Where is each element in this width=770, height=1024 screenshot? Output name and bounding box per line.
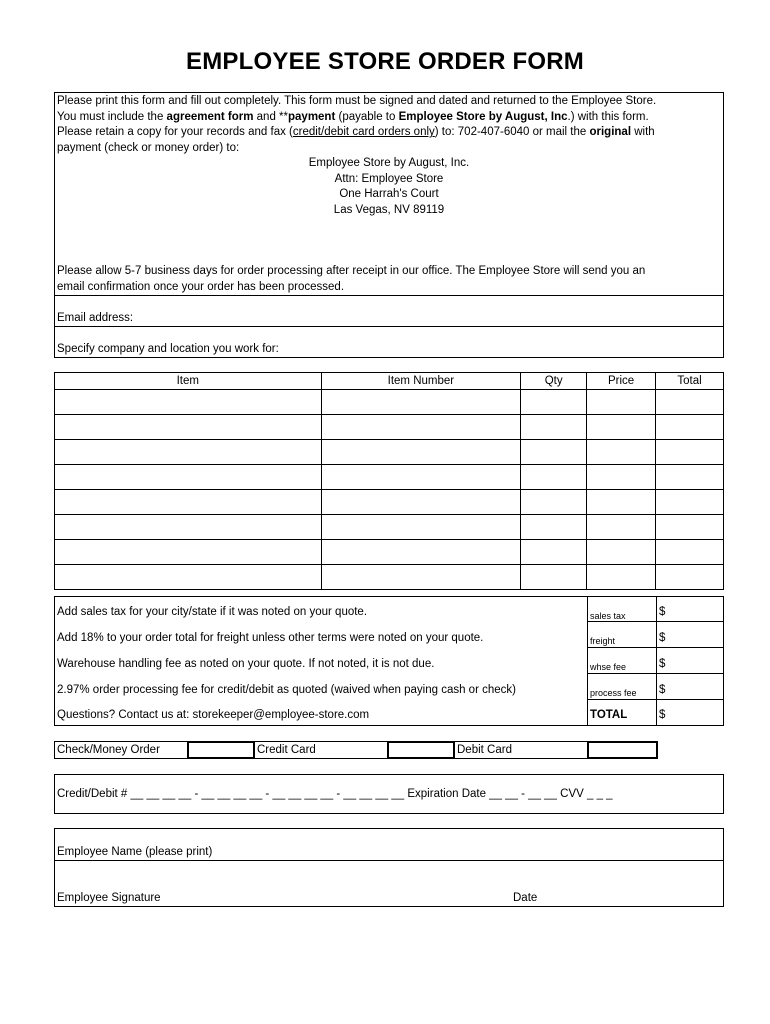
item-number-cell[interactable] — [321, 565, 521, 590]
fee-note-freight: Add 18% to your order total for freight unless other terms were noted on your quote. — [57, 632, 484, 644]
item-number-cell[interactable] — [321, 465, 521, 490]
divider — [656, 596, 657, 726]
company-label: Specify company and location you work for: — [57, 343, 279, 355]
divider — [587, 596, 588, 726]
total-cell[interactable] — [656, 415, 724, 440]
header-price: Price — [587, 373, 656, 390]
header-qty: Qty — [521, 373, 587, 390]
total-cell[interactable] — [656, 440, 724, 465]
freight-amount[interactable]: $ — [659, 632, 666, 644]
table-row — [55, 490, 724, 515]
price-cell[interactable] — [587, 390, 656, 415]
process-fee-label: process fee — [590, 688, 637, 698]
check-money-order-label-box — [54, 741, 188, 759]
credit-card-label-box — [254, 741, 388, 759]
item-number-cell[interactable] — [321, 415, 521, 440]
company-field[interactable] — [54, 326, 724, 358]
card-details-line: Credit/Debit # __ __ __ __ - __ __ __ __ - __ __ __ __ - __ __ __ __ Expiration Date __ __ - __ __ CVV _ _ _ — [57, 788, 613, 800]
instructions-box — [54, 92, 724, 296]
header-item-number: Item Number — [321, 373, 521, 390]
item-number-cell[interactable] — [321, 490, 521, 515]
price-cell[interactable] — [587, 465, 656, 490]
item-cell[interactable] — [55, 540, 322, 565]
credit-card-checkbox[interactable] — [387, 741, 455, 759]
total-cell[interactable] — [656, 490, 724, 515]
employee-name-field[interactable] — [54, 828, 724, 861]
qty-cell[interactable] — [521, 415, 587, 440]
date-label: Date — [513, 892, 538, 904]
table-row — [55, 565, 724, 590]
item-number-cell[interactable] — [321, 440, 521, 465]
price-cell[interactable] — [587, 440, 656, 465]
table-header-row — [55, 373, 724, 390]
table-row — [55, 415, 724, 440]
intro-line-2: You must include the agreement form and **payment (payable to Employee Store by August, Inc.) with this form. — [57, 110, 649, 123]
employee-name-label: Employee Name (please print) — [57, 846, 213, 858]
fee-note-sales-tax: Add sales tax for your city/state if it was noted on your quote. — [57, 606, 368, 618]
item-number-cell[interactable] — [321, 515, 521, 540]
qty-cell[interactable] — [521, 465, 587, 490]
divider — [587, 621, 724, 622]
sales-tax-amount[interactable]: $ — [659, 606, 666, 618]
intro-line-1: Please print this form and fill out completely. This form must be signed and dated and returned to the Employee Store. — [57, 95, 657, 107]
intro-line-4: payment (check or money order) to: — [57, 141, 240, 154]
check-money-order-label: Check/Money Order — [57, 744, 160, 756]
table-row — [55, 390, 724, 415]
total-amount[interactable]: $ — [659, 709, 666, 721]
header-item: Item — [55, 373, 322, 390]
qty-cell[interactable] — [521, 540, 587, 565]
debit-card-label: Debit Card — [457, 744, 512, 756]
price-cell[interactable] — [587, 540, 656, 565]
table-row — [55, 465, 724, 490]
form-title: EMPLOYEE STORE ORDER FORM — [186, 48, 584, 75]
header-total: Total — [656, 373, 724, 390]
price-cell[interactable] — [587, 565, 656, 590]
price-cell[interactable] — [587, 515, 656, 540]
freight-label: freight — [590, 636, 616, 646]
debit-card-checkbox[interactable] — [587, 741, 658, 759]
total-cell[interactable] — [656, 515, 724, 540]
table-row — [55, 515, 724, 540]
total-cell[interactable] — [656, 390, 724, 415]
whse-fee-amount[interactable]: $ — [659, 658, 666, 670]
item-cell[interactable] — [55, 515, 322, 540]
item-cell[interactable] — [55, 490, 322, 515]
signature-field[interactable] — [54, 860, 724, 907]
qty-cell[interactable] — [521, 515, 587, 540]
item-number-cell[interactable] — [321, 540, 521, 565]
item-cell[interactable] — [55, 465, 322, 490]
total-cell[interactable] — [656, 540, 724, 565]
fee-note-warehouse: Warehouse handling fee as noted on your quote. If not noted, it is not due. — [57, 658, 435, 670]
email-field[interactable] — [54, 295, 724, 327]
process-fee-amount[interactable]: $ — [659, 684, 666, 696]
total-cell[interactable] — [656, 465, 724, 490]
debit-card-label-box — [454, 741, 588, 759]
item-cell[interactable] — [55, 415, 322, 440]
credit-card-label: Credit Card — [257, 744, 316, 756]
qty-cell[interactable] — [521, 440, 587, 465]
total-label: TOTAL — [590, 709, 628, 721]
qty-cell[interactable] — [521, 565, 587, 590]
item-cell[interactable] — [55, 440, 322, 465]
order-items-table — [54, 372, 724, 590]
email-label: Email address: — [57, 312, 134, 324]
mailing-address: Employee Store by August, Inc. Attn: Employee Store One Harrah's Court Las Vegas, NV 89119 — [308, 157, 470, 216]
item-cell[interactable] — [55, 390, 322, 415]
divider — [587, 647, 724, 648]
price-cell[interactable] — [587, 415, 656, 440]
qty-cell[interactable] — [521, 390, 587, 415]
table-row — [55, 540, 724, 565]
employee-signature-label: Employee Signature — [57, 892, 161, 904]
sales-tax-label: sales tax — [590, 611, 626, 621]
table-row — [55, 440, 724, 465]
qty-cell[interactable] — [521, 490, 587, 515]
check-money-order-checkbox[interactable] — [187, 741, 255, 759]
divider — [587, 673, 724, 674]
fee-note-processing: 2.97% order processing fee for credit/debit as quoted (waived when paying cash or check) — [57, 684, 516, 696]
divider — [587, 699, 724, 700]
whse-fee-label: whse fee — [590, 662, 627, 672]
card-details-box[interactable] — [54, 774, 724, 814]
item-number-cell[interactable] — [321, 390, 521, 415]
item-cell[interactable] — [55, 565, 322, 590]
total-cell[interactable] — [656, 565, 724, 590]
price-cell[interactable] — [587, 490, 656, 515]
contact-line: Questions? Contact us at: storekeeper@employee-store.com — [57, 709, 370, 721]
intro-line-3: Please retain a copy for your records and fax (credit/debit card orders only) to: 702-407-6040 or mail the original with — [57, 126, 655, 139]
processing-note: Please allow 5-7 business days for order processing after receipt in our office. The Employee Store will send you an email confirmation once your order has been processed. — [57, 265, 646, 293]
